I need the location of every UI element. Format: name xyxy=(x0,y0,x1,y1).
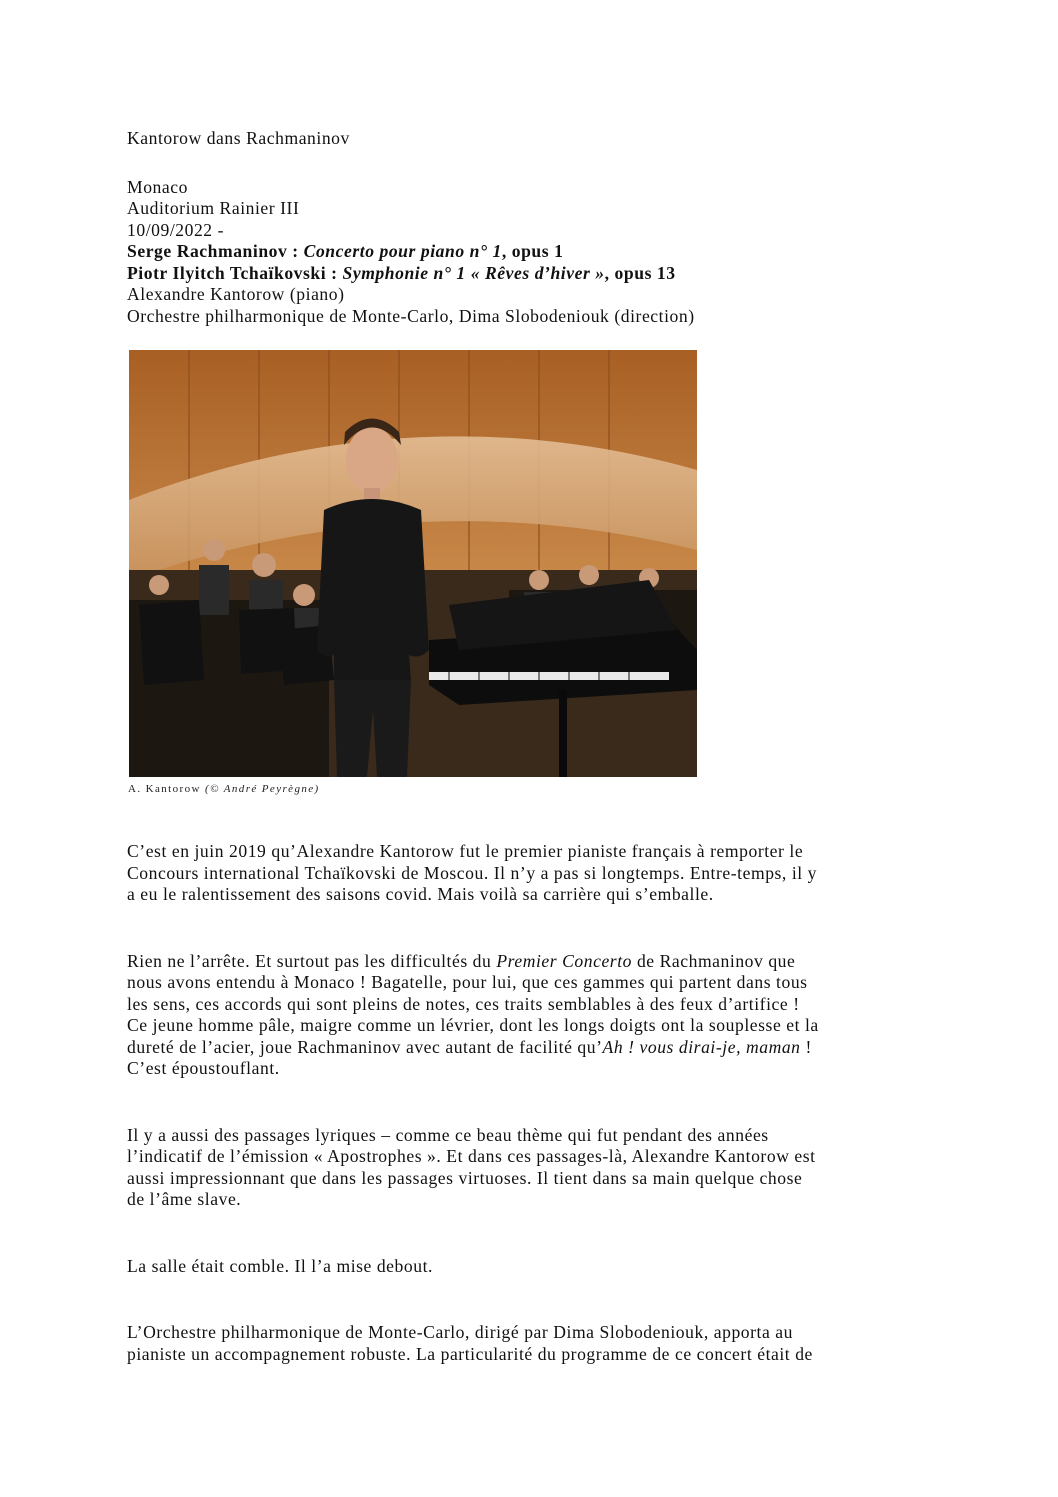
text-run: de Rachmaninov que xyxy=(632,950,796,971)
concert-venue: Auditorium Rainier III xyxy=(127,198,300,218)
paragraph-line: Concours international Tchaïkovski de Moscou. Il n’y a pas si longtemps. Entre-temps, il y xyxy=(127,862,818,883)
paragraph xyxy=(127,1125,932,1211)
paragraph-line: Il y a aussi des passages lyriques – comme ce beau thème qui fut pendant des années xyxy=(127,1124,769,1145)
paragraph-line: nous avons entendu à Monaco ! Bagatelle, pour lui, que ces gammes qui partent dans tous xyxy=(127,972,808,992)
text-run: Rien ne l’arrête. Et surtout pas les difficultés du xyxy=(127,950,497,971)
caption-credit: (© André Peyrègne) xyxy=(205,783,320,795)
paragraph-line: La salle était comble. Il l’a mise debout. xyxy=(127,1255,433,1276)
concert-photo xyxy=(129,350,697,777)
paragraph xyxy=(127,841,932,906)
paragraph-line: Ce jeune homme pâle, maigre comme un lévrier, dont les longs doigts ont la souplesse et la xyxy=(127,1015,819,1035)
paragraph xyxy=(127,1322,932,1365)
concert-info xyxy=(127,177,947,328)
paragraph-line: aussi impressionnant que dans les passages virtuoses. Il tient dans sa main quelque chose xyxy=(127,1167,803,1188)
program-item xyxy=(127,241,947,263)
paragraph xyxy=(127,1256,932,1278)
paragraph-line: pianiste un accompagnement robuste. La particularité du programme de ce concert était de xyxy=(127,1343,813,1364)
text-run: dureté de l’acier, joue Rachmaninov avec autant de facilité qu’ xyxy=(127,1036,603,1057)
text-run: ! xyxy=(800,1036,812,1057)
article-header xyxy=(127,128,947,327)
concert-city: Monaco xyxy=(127,176,188,197)
program-work: Concerto pour piano n° 1 xyxy=(303,241,502,261)
caption-name: A. Kantorow xyxy=(128,783,201,795)
program-item xyxy=(127,263,947,285)
concert-date: 10/09/2022 - xyxy=(127,219,225,240)
paragraph-line: les sens, ces accords qui sont pleins de notes, ces traits semblables à des feux d’artifice ! xyxy=(127,993,800,1014)
article-body xyxy=(127,841,932,1410)
program-opus: , opus 1 xyxy=(501,241,564,261)
program-work: Symphonie n° 1 « Rêves d’hiver » xyxy=(342,262,605,283)
pianist-on-stage-image xyxy=(129,350,697,777)
paragraph-line xyxy=(127,1037,932,1059)
italic-title: Premier Concerto xyxy=(496,950,632,971)
italic-title: Ah ! vous dirai-je, maman xyxy=(602,1036,801,1057)
paragraph-line: l’indicatif de l’émission « Apostrophes ». Et dans ces passages-là, Alexandre Kantorow est xyxy=(127,1146,816,1166)
program-composer: Serge Rachmaninov : xyxy=(127,241,304,261)
paragraph-line: a eu le ralentissement des saisons covid. Mais voilà sa carrière qui s’emballe. xyxy=(127,884,714,904)
photo-caption xyxy=(128,782,320,796)
paragraph-line: C’est en juin 2019 qu’Alexandre Kantorow fut le premier pianiste français à remporter le xyxy=(127,841,804,861)
performer: Alexandre Kantorow (piano) xyxy=(127,284,345,304)
orchestra: Orchestre philharmonique de Monte-Carlo, Dima Slobodeniouk (direction) xyxy=(127,305,695,326)
paragraph-line: de l’âme slave. xyxy=(127,1189,242,1209)
article-title: Kantorow dans Rachmaninov xyxy=(127,128,350,148)
paragraph-line: L’Orchestre philharmonique de Monte-Carlo, dirigé par Dima Slobodeniouk, apporta au xyxy=(127,1322,793,1342)
program-opus: , opus 13 xyxy=(604,262,676,283)
program-composer: Piotr Ilyitch Tchaïkovski : xyxy=(127,262,343,283)
paragraph xyxy=(127,951,932,1080)
paragraph-line: C’est époustouflant. xyxy=(127,1058,280,1078)
paragraph-line xyxy=(127,951,932,973)
